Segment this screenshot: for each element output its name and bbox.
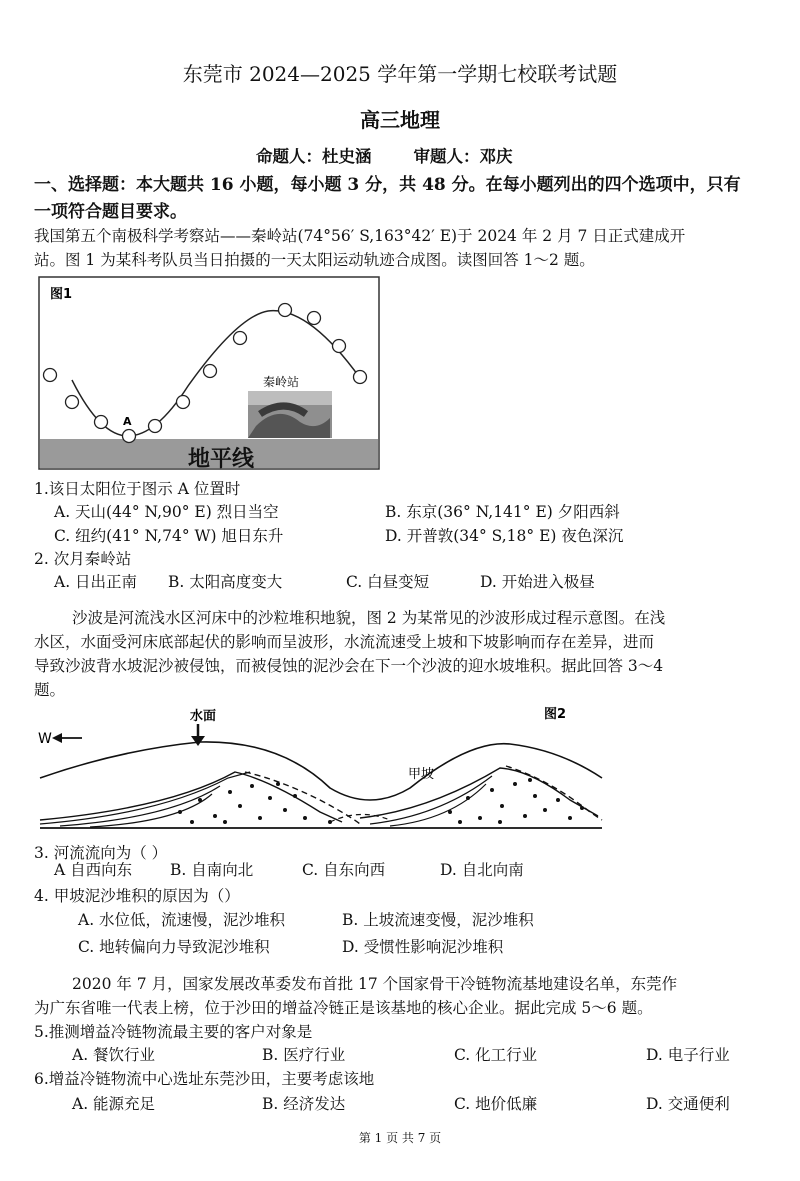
horizon-label: 地平线	[188, 447, 255, 470]
setter: 命题人：杜史涵	[256, 147, 372, 166]
q3-stem: 3. 河流流向为（ ）	[34, 844, 168, 862]
west-arrow-head	[52, 733, 62, 743]
q1-option-c[interactable]: C. 纽约(41° N,74° W) 旭日东升	[54, 527, 284, 545]
sun-dot	[234, 332, 247, 345]
q6-option-b[interactable]: B. 经济发达	[262, 1095, 346, 1113]
passage2-line2: 水区，水面受河床底部起伏的影响而呈波形，水流流速受上坡和下坡影响而存在差异，进而	[34, 633, 655, 651]
q4-option-d[interactable]: D. 受惯性影响泥沙堆积	[342, 938, 504, 956]
sun-dot	[204, 365, 217, 378]
figure1-label: 图1	[50, 287, 73, 302]
passage2-line1: 沙波是河流浅水区河床中的沙粒堆积地貌，图 2 为某常见的沙波形成过程示意图。在浅	[72, 609, 666, 627]
sun-dot	[123, 430, 136, 443]
station-label: 秦岭站	[263, 375, 300, 389]
q1-stem: 1.该日太阳位于图示 A 位置时	[34, 480, 241, 498]
q3-option-b[interactable]: B. 自南向北	[170, 861, 254, 879]
reviewer: 审题人：邓庆	[413, 147, 513, 166]
sun-dot	[308, 312, 321, 325]
sun-dot	[354, 371, 367, 384]
passage1-line1: 我国第五个南极科学考察站——秦岭站(74°56′ S,163°42′ E)于 2024 年 2 月 7 日正式建成开	[34, 227, 686, 245]
wave2-dashed-profile	[506, 766, 602, 820]
station-photo	[248, 391, 332, 438]
authors-line	[256, 143, 513, 167]
figure2-sand-wave	[30, 700, 610, 834]
water-arrow-head	[191, 736, 205, 746]
q3-option-c[interactable]: C. 自东向西	[302, 861, 386, 879]
passage2-line3: 导致沙波背水坡泥沙被侵蚀，而被侵蚀的泥沙会在下一个沙波的迎水坡堆积。据此回答 3～4	[34, 657, 664, 675]
q1-option-a[interactable]: A. 天山(44° N,90° E) 烈日当空	[54, 503, 279, 521]
q5-option-d[interactable]: D. 电子行业	[646, 1046, 730, 1064]
passage2-line4: 题。	[34, 681, 66, 699]
point-a-label: A	[123, 415, 132, 428]
q6-option-a[interactable]: A. 能源充足	[72, 1095, 156, 1113]
passage3-line1: 2020 年 7 月，国家发展改革委发布首批 17 个国家骨干冷链物流基地建设名单，东莞作	[72, 975, 678, 993]
sun-dot	[177, 396, 190, 409]
sun-dot	[333, 340, 346, 353]
q3-option-d[interactable]: D. 自北向南	[440, 861, 524, 879]
section-heading-line1: 一、选择题：本大题共 16 小题，每小题 3 分，共 48 分。在每小题列出的四个选项中，只有	[34, 175, 741, 195]
exam-title: 东莞市 2024—2025 学年第一学期七校联考试题	[182, 62, 618, 86]
water-surface-label: 水面	[190, 709, 217, 724]
q2-option-a[interactable]: A. 日出正南	[54, 573, 138, 591]
q5-option-b[interactable]: B. 医疗行业	[262, 1046, 346, 1064]
q5-option-c[interactable]: C. 化工行业	[454, 1046, 538, 1064]
q5-stem: 5.推测增益冷链物流最主要的客户对象是	[34, 1023, 313, 1041]
q6-stem: 6.增益冷链物流中心选址东莞沙田，主要考虑该地	[34, 1070, 375, 1088]
q2-option-c[interactable]: C. 白昼变短	[346, 573, 430, 591]
subject-title: 高三地理	[360, 108, 440, 132]
q3-option-a[interactable]: A 自西向东	[54, 861, 133, 879]
q1-option-b[interactable]: B. 东京(36° N,141° E) 夕阳西斜	[385, 503, 620, 521]
figure1-sun-path	[38, 276, 380, 470]
page-footer: 第 1 页 共 7 页	[358, 1131, 442, 1145]
sun-dot	[279, 304, 292, 317]
section-heading-line2: 一项符合题目要求。	[34, 202, 187, 222]
wave1-dashed-profile	[245, 772, 360, 824]
q6-option-c[interactable]: C. 地价低廉	[454, 1095, 538, 1113]
sun-dot	[44, 369, 57, 382]
sun-dot	[66, 396, 79, 409]
passage3-line2: 为广东省唯一代表上榜，位于沙田的增益冷链正是该基地的核心企业。据此完成 5～6 题。	[34, 999, 653, 1017]
passage1-line2: 站。图 1 为某科考队员当日拍摄的一天太阳运动轨迹合成图。读图回答 1～2 题。	[34, 251, 595, 269]
slope-jia-label: 甲坡	[408, 767, 435, 782]
west-label: W	[38, 731, 52, 747]
q4-option-a[interactable]: A. 水位低，流速慢，泥沙堆积	[78, 911, 286, 929]
q6-option-d[interactable]: D. 交通便利	[646, 1095, 730, 1113]
q1-option-d[interactable]: D. 开普敦(34° S,18° E) 夜色深沉	[385, 527, 624, 545]
q2-stem: 2. 次月秦岭站	[34, 550, 132, 568]
q4-option-c[interactable]: C. 地转偏向力导致泥沙堆积	[78, 938, 270, 956]
sun-dot	[149, 420, 162, 433]
sun-dot	[95, 416, 108, 429]
q2-option-b[interactable]: B. 太阳高度变大	[168, 573, 283, 591]
sediment-dots	[178, 778, 584, 824]
q4-option-b[interactable]: B. 上坡流速变慢，泥沙堆积	[342, 911, 534, 929]
q5-option-a[interactable]: A. 餐饮行业	[72, 1046, 156, 1064]
q2-option-d[interactable]: D. 开始进入极昼	[480, 573, 595, 591]
q4-stem: 4. 甲坡泥沙堆积的原因为（）	[34, 887, 240, 905]
figure2-label: 图2	[544, 707, 567, 722]
